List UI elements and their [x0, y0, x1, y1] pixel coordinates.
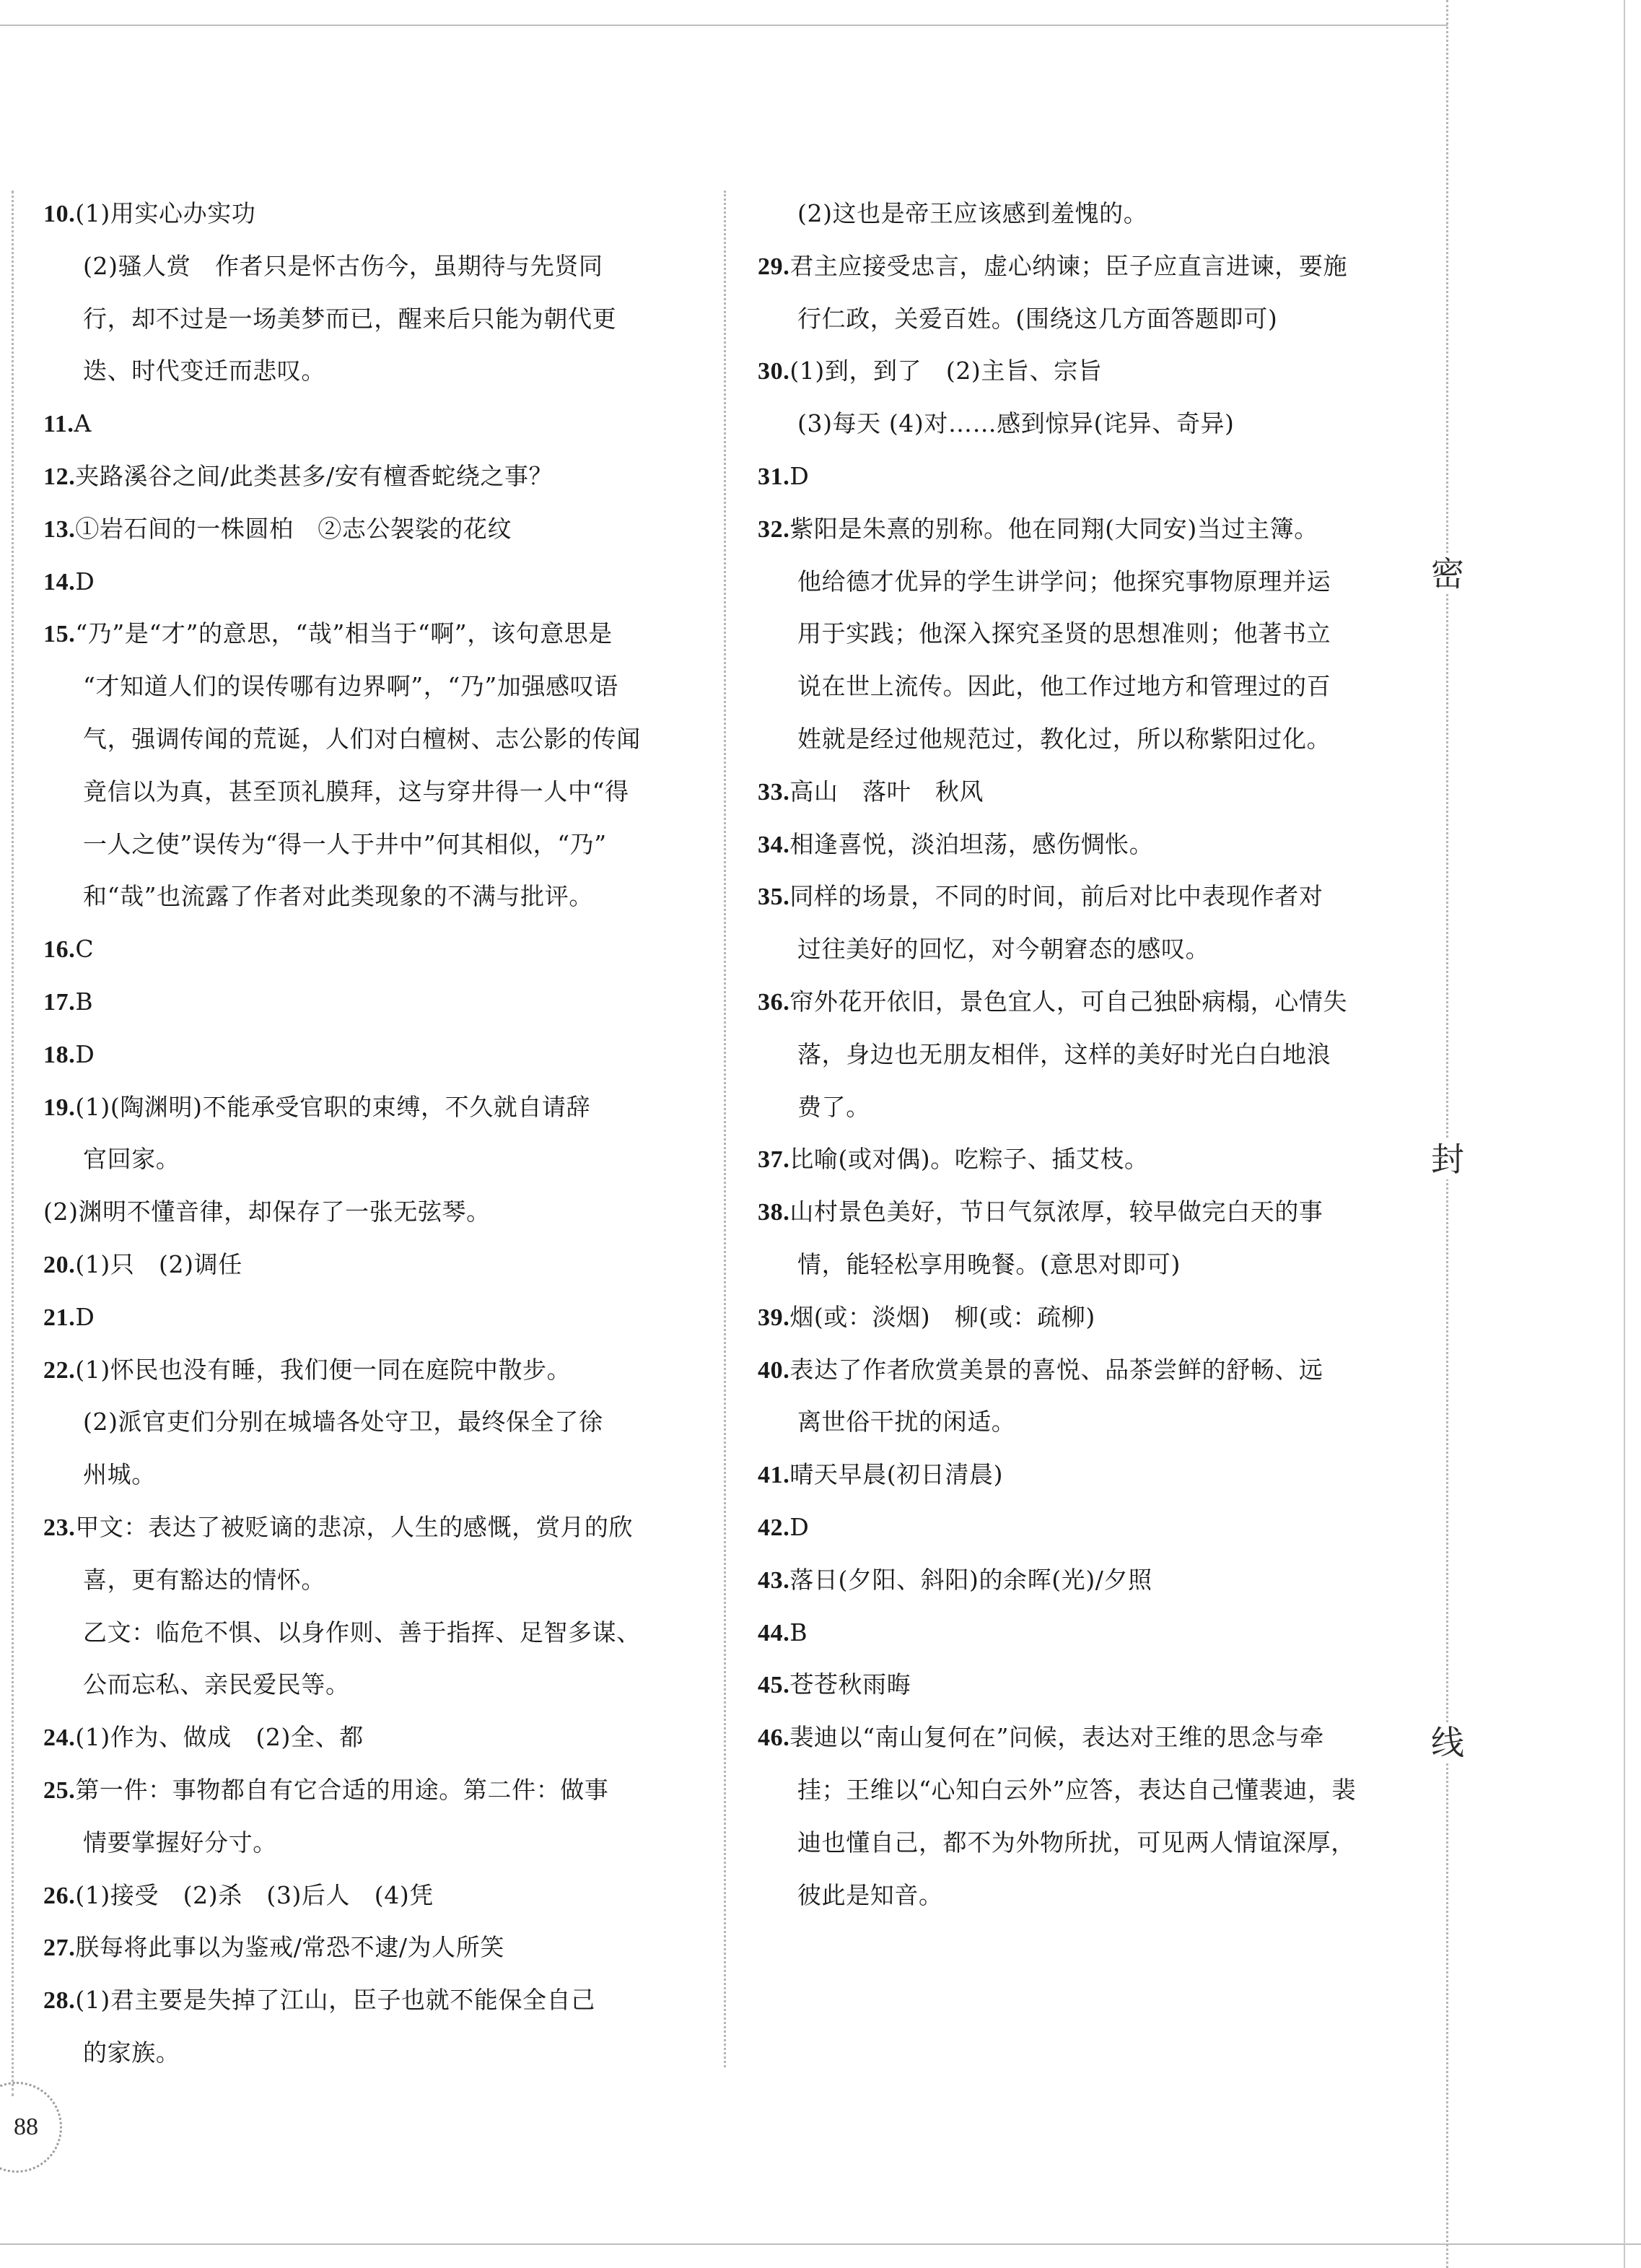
answer-line — [758, 713, 1393, 766]
question-number: 46. — [758, 1724, 790, 1752]
question-number: 34. — [758, 831, 790, 858]
answer-text: 用于实践；他深入探究圣贤的思想准则；他著书立 — [797, 619, 1331, 648]
question-number: 20. — [43, 1251, 76, 1278]
answer-text: 行，却不过是一场美梦而已，醒来后只能为朝代更 — [83, 304, 617, 333]
answer-text: B — [789, 1618, 808, 1647]
answer-line — [758, 1711, 1393, 1764]
question-number: 30. — [758, 358, 790, 385]
page-number: 88 — [14, 2114, 38, 2140]
answer-line — [758, 450, 1393, 503]
answer-text: 喜，更有豁达的情怀。 — [83, 1565, 325, 1594]
answer-text: 烟(或：淡烟) 柳(或：疏柳) — [789, 1302, 1095, 1331]
answer-text: 姓就是经过他规范过，教化过，所以称紫阳过化。 — [797, 724, 1331, 753]
answer-text: 公而忘私、亲民爱民等。 — [83, 1670, 350, 1699]
column-divider — [724, 191, 726, 2067]
answer-text: 帘外花开依旧，景色宜人，可自己独卧病榻，心情失 — [789, 987, 1348, 1016]
seal-char-xian: 线 — [1427, 1722, 1468, 1763]
answer-line — [758, 976, 1393, 1029]
answer-text: (1)作为、做成 (2)全、都 — [75, 1723, 364, 1752]
question-number: 39. — [758, 1304, 790, 1331]
question-number: 28. — [43, 1987, 76, 2015]
answer-line — [758, 1186, 1393, 1239]
answer-line — [758, 1870, 1393, 1922]
answer-line — [758, 766, 1393, 819]
answers-left-column — [43, 188, 686, 2080]
question-number: 37. — [758, 1146, 790, 1174]
question-number: 18. — [43, 1041, 76, 1068]
answer-text: 甲文：表达了被贬谪的悲凉，人生的感慨，赏月的欣 — [75, 1512, 634, 1541]
answer-line — [43, 1554, 686, 1607]
answer-line — [43, 1870, 686, 1922]
answer-line — [43, 1291, 686, 1344]
answer-text: (1)用实心办实功 — [75, 199, 256, 227]
answer-line — [758, 1764, 1393, 1817]
question-number: 43. — [758, 1566, 790, 1594]
answer-text: 比喻(或对偶)。吃粽子、插艾枝。 — [789, 1145, 1149, 1174]
answer-line — [43, 450, 686, 503]
answer-line — [758, 660, 1393, 713]
question-number: 33. — [758, 778, 790, 806]
answer-text: 表达了作者欣赏美景的喜悦、品茶尝鲜的舒畅、远 — [789, 1355, 1323, 1384]
answer-text: (1)只 (2)调任 — [75, 1249, 242, 1278]
answer-line — [43, 976, 686, 1029]
answer-text: D — [789, 461, 810, 490]
answer-text: 朕每将此事以为鉴戒/常恐不逮/为人所笑 — [75, 1933, 504, 1962]
answer-text: 官回家。 — [83, 1145, 180, 1174]
question-number: 42. — [758, 1514, 790, 1541]
answer-text: (3)每天 (4)对……感到惊异(诧异、奇异) — [797, 409, 1235, 438]
answer-line — [758, 556, 1393, 609]
answer-line — [43, 1449, 686, 1501]
answer-text: 费了。 — [797, 1092, 870, 1121]
answer-line — [758, 1501, 1393, 1554]
answer-text: (2)渊明不懂音律，却保存了一张无弦琴。 — [43, 1198, 491, 1226]
answer-line — [43, 1344, 686, 1397]
answer-text: 行仁政，关爱百姓。(围绕这几方面答题即可) — [797, 304, 1278, 333]
question-number: 29. — [758, 253, 790, 280]
answer-line — [43, 1711, 686, 1764]
answer-line — [43, 766, 686, 819]
answer-line — [758, 608, 1393, 660]
answer-text: “才知道人们的误传哪有边界啊”，“乃”加强感叹语 — [83, 672, 618, 701]
question-number: 26. — [43, 1882, 76, 1909]
answers-right-column — [758, 188, 1393, 1922]
answer-line — [43, 398, 686, 450]
answer-text: 和“哉”也流露了作者对此类现象的不满与批评。 — [83, 882, 593, 911]
answer-text: D — [75, 1302, 95, 1331]
question-number: 21. — [43, 1304, 76, 1331]
answer-line — [758, 1396, 1393, 1449]
answer-line — [758, 1029, 1393, 1081]
answer-line — [43, 1922, 686, 1974]
answer-text: 山村景色美好，节日气氛浓厚，较早做完白天的事 — [789, 1198, 1323, 1226]
answer-line — [43, 1186, 686, 1239]
answer-line — [43, 2027, 686, 2080]
question-number: 10. — [43, 201, 76, 227]
answer-line — [43, 1081, 686, 1134]
top-rule — [0, 25, 1448, 26]
answer-text: 气，强调传闻的荒诞，人们对白檀树、志公影的传闻 — [83, 724, 641, 753]
answer-line — [43, 556, 686, 609]
bottom-rule — [0, 2243, 1641, 2245]
answer-line — [43, 660, 686, 713]
question-number: 31. — [758, 463, 790, 490]
answer-text: (2)派官吏们分别在城墙各处守卫，最终保全了徐 — [83, 1408, 603, 1436]
answer-line — [43, 240, 686, 293]
question-number: 22. — [43, 1356, 76, 1384]
answer-text: (2)骚人赏 作者只是怀古伤今，虽期待与先贤同 — [83, 251, 603, 280]
answer-text: (1)(陶渊明)不能承受官职的束缚，不久就自请辞 — [75, 1092, 591, 1121]
answer-text: D — [789, 1512, 810, 1541]
question-number: 19. — [43, 1094, 76, 1121]
answer-line — [758, 293, 1393, 346]
answer-line — [43, 1239, 686, 1291]
answer-text: 第一件：事物都自有它合适的用途。第二件：做事 — [75, 1775, 609, 1804]
answer-text: 落日(夕阳、斜阳)的余晖(光)/夕照 — [789, 1565, 1152, 1594]
answer-line — [758, 1607, 1393, 1659]
answer-line — [758, 1554, 1393, 1607]
question-number: 38. — [758, 1199, 790, 1226]
question-number: 40. — [758, 1356, 790, 1384]
answer-text: (1)君主要是失掉了江山，臣子也就不能保全自己 — [75, 1986, 595, 2015]
answer-line — [758, 1817, 1393, 1870]
binding-dotted-line — [1446, 0, 1448, 2268]
answer-line — [758, 1133, 1393, 1186]
seal-char-mi: 密 — [1427, 554, 1468, 594]
question-number: 45. — [758, 1672, 790, 1699]
right-edge-rule — [1624, 0, 1625, 2268]
answer-text: D — [75, 1039, 95, 1068]
answer-line — [758, 1291, 1393, 1344]
answer-text: 相逢喜悦，淡泊坦荡，感伤惆怅。 — [789, 829, 1154, 858]
answer-text: C — [75, 935, 95, 964]
left-dotted-border — [12, 191, 14, 2096]
answer-line — [758, 240, 1393, 293]
answer-text: 高山 落叶 秋风 — [789, 777, 984, 806]
answer-line — [43, 503, 686, 556]
answer-line — [758, 1659, 1393, 1711]
answer-line — [43, 1817, 686, 1870]
answer-text: 的家族。 — [83, 2038, 180, 2067]
question-number: 13. — [43, 515, 76, 543]
answer-line — [758, 819, 1393, 871]
question-number: 14. — [43, 568, 76, 596]
answer-text: 迭、时代变迁而悲叹。 — [83, 357, 325, 385]
answer-text: 他给德才优异的学生讲学问；他探究事物原理并运 — [797, 567, 1331, 596]
answer-text: ①岩石间的一株圆柏 ②志公袈裟的花纹 — [75, 514, 512, 543]
answer-text: 落，身边也无朋友相伴，这样的美好时光白白地浪 — [797, 1039, 1331, 1068]
answer-line — [43, 819, 686, 871]
answer-text: 竟信以为真，甚至顶礼膜拜，这与穿井得一人中“得 — [83, 777, 629, 806]
question-number: 23. — [43, 1514, 76, 1541]
question-number: 11. — [43, 411, 74, 438]
answer-line — [43, 1764, 686, 1817]
answer-line — [758, 1344, 1393, 1397]
answer-text: 离世俗干扰的闲适。 — [797, 1408, 1016, 1436]
answer-line — [758, 1449, 1393, 1501]
answer-text: 乙文：临危不惧、以身作则、善于指挥、足智多谋、 — [83, 1618, 641, 1647]
answer-text: (1)接受 (2)杀 (3)后人 (4)凭 — [75, 1880, 434, 1909]
question-number: 16. — [43, 936, 76, 964]
answer-text: D — [75, 567, 95, 596]
answer-text: 同样的场景，不同的时间，前后对比中表现作者对 — [789, 882, 1323, 911]
answer-line — [43, 923, 686, 976]
answer-line — [758, 503, 1393, 556]
answer-line — [43, 713, 686, 766]
answer-text: 州城。 — [83, 1460, 156, 1489]
answer-text: (1)怀民也没有睡，我们便一同在庭院中散步。 — [75, 1355, 572, 1384]
answer-line — [43, 1607, 686, 1659]
answer-text: 情，能轻松享用晚餐。(意思对即可) — [797, 1249, 1181, 1278]
answer-text: 晴天早晨(初日清晨) — [789, 1460, 1004, 1489]
answer-text: “乃”是“才”的意思，“哉”相当于“啊”，该句意思是 — [75, 619, 613, 648]
answer-line — [43, 1133, 686, 1186]
question-number: 17. — [43, 988, 76, 1016]
page-number-badge — [0, 2082, 62, 2173]
seal-char-feng: 封 — [1427, 1139, 1468, 1179]
answer-line — [758, 923, 1393, 976]
answer-line — [43, 188, 686, 240]
answer-line — [43, 293, 686, 346]
answer-text: 彼此是知音。 — [797, 1880, 943, 1909]
answer-line — [758, 345, 1393, 398]
answer-line — [43, 1659, 686, 1711]
question-number: 44. — [758, 1619, 790, 1647]
question-number: 27. — [43, 1935, 76, 1962]
question-number: 25. — [43, 1776, 76, 1804]
answer-line — [43, 871, 686, 923]
question-number: 35. — [758, 884, 790, 911]
answer-line — [758, 1081, 1393, 1134]
answer-text: 裴迪以“南山复何在”问候，表达对王维的思念与牵 — [789, 1723, 1324, 1752]
answer-text: A — [74, 409, 92, 438]
answer-line — [758, 188, 1393, 240]
answer-line — [758, 1239, 1393, 1291]
question-number: 36. — [758, 988, 790, 1016]
answer-text: 挂；王维以“心知白云外”应答，表达自己懂裴迪，裴 — [797, 1775, 1357, 1804]
answer-text: 紫阳是朱熹的别称。他在同翔(大同安)当过主簿。 — [789, 514, 1318, 543]
answer-line — [758, 398, 1393, 450]
question-number: 24. — [43, 1724, 76, 1752]
question-number: 32. — [758, 515, 790, 543]
answer-text: (2)这也是帝王应该感到羞愧的。 — [797, 199, 1148, 227]
answer-text: 君主应接受忠言，虚心纳谏；臣子应直言进谏，要施 — [789, 251, 1348, 280]
answer-line — [43, 1501, 686, 1554]
question-number: 41. — [758, 1462, 790, 1489]
answer-text: 迪也懂自己，都不为外物所扰，可见两人情谊深厚， — [797, 1828, 1355, 1857]
question-number: 15. — [43, 621, 76, 648]
answer-line — [43, 1029, 686, 1081]
answer-text: 情要掌握好分寸。 — [83, 1828, 277, 1857]
question-number: 12. — [43, 463, 76, 490]
answer-line — [758, 871, 1393, 923]
answer-text: (1)到，到了 (2)主旨、宗旨 — [789, 357, 1103, 385]
answer-line — [43, 1974, 686, 2027]
answer-text: 一人之使”误传为“得一人于井中”何其相似，“乃” — [83, 829, 607, 858]
answer-text: 说在世上流传。因此，他工作过地方和管理过的百 — [797, 672, 1331, 701]
answer-line — [43, 345, 686, 398]
answer-line — [43, 608, 686, 660]
answer-text: 苍苍秋雨晦 — [789, 1670, 911, 1699]
answer-text: B — [75, 987, 94, 1016]
answer-text: 夹路溪谷之间/此类甚多/安有檀香蛇绕之事？ — [75, 461, 553, 490]
answer-text: 过往美好的回忆，对今朝窘态的感叹。 — [797, 935, 1210, 964]
answer-line — [43, 1396, 686, 1449]
